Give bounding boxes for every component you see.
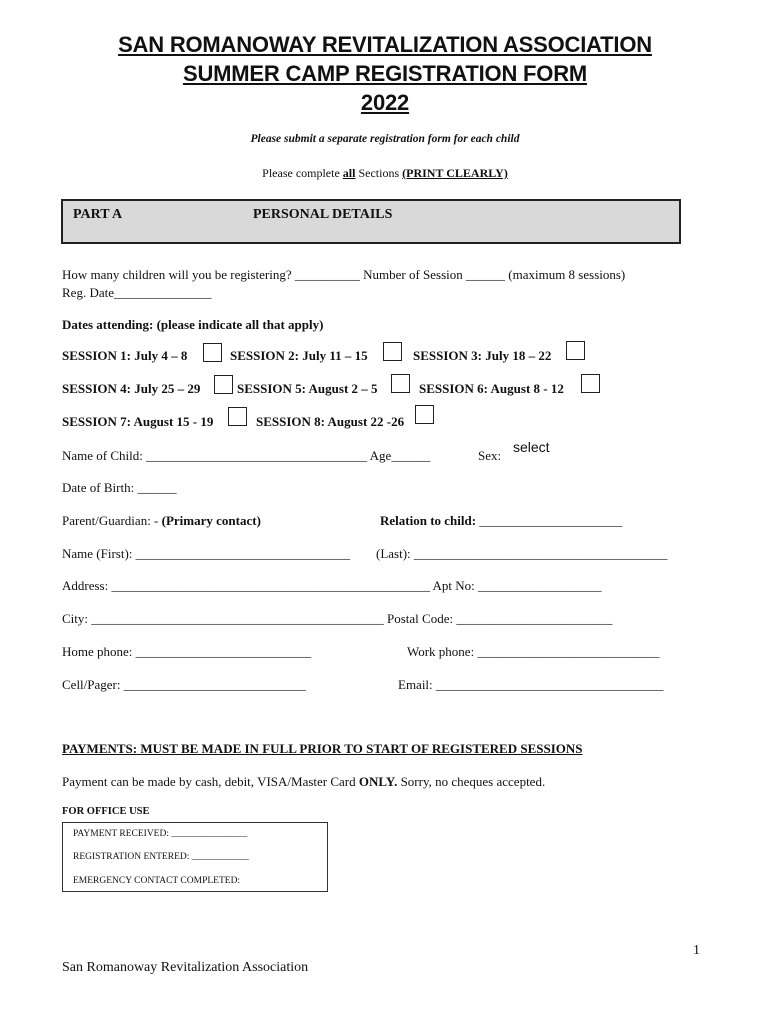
session-6-checkbox[interactable] <box>581 374 600 393</box>
registration-entered-field: REGISTRATION ENTERED: ____________ <box>73 852 249 862</box>
work-phone-field[interactable]: Work phone: ____________________________ <box>407 644 660 659</box>
session-1-checkbox[interactable] <box>203 343 222 362</box>
payments-heading: PAYMENTS: MUST BE MADE IN FULL PRIOR TO START OF REGISTERED SESSIONS <box>62 741 583 756</box>
payment-received-field: PAYMENT RECEIVED: ________________ <box>73 829 248 839</box>
form-title-line1: SAN ROMANOWAY REVITALIZATION ASSOCIATION <box>118 32 652 57</box>
session-7-label: SESSION 7: August 15 - 19 <box>62 414 214 429</box>
session-4-checkbox[interactable] <box>214 375 233 394</box>
date-of-birth-field[interactable]: Date of Birth: ______ <box>62 480 177 495</box>
session-8-label: SESSION 8: August 22 -26 <box>256 414 405 429</box>
session-7-checkbox[interactable] <box>228 407 247 426</box>
name-last-field[interactable]: (Last): _______________________________________ <box>376 546 668 561</box>
children-count-question[interactable]: How many children will you be registering? __________ Number of Session ______ (maximum 8 sessions) <box>62 267 626 282</box>
session-8-checkbox[interactable] <box>415 405 434 424</box>
address-apt-field[interactable]: Address: _________________________________________________ Apt No: ___________________ <box>62 578 602 593</box>
child-name-age-field[interactable]: Name of Child: __________________________________ Age______ <box>62 448 431 463</box>
relation-to-child-field[interactable]: Relation to child: ______________________ <box>380 513 623 528</box>
office-use-heading: FOR OFFICE USE <box>62 806 150 817</box>
footer-org-name: San Romanoway Revitalization Association <box>62 960 309 975</box>
form-title-year: 2022 <box>360 90 410 115</box>
form-title-line2: SUMMER CAMP REGISTRATION FORM <box>182 61 588 86</box>
instruction-complete-all: Please complete all Sections (PRINT CLEARLY) <box>262 166 508 180</box>
reg-date-field[interactable]: Reg. Date_______________ <box>62 285 212 300</box>
session-6-label: SESSION 6: August 8 - 12 <box>419 381 564 396</box>
page-number: 1 <box>693 943 700 958</box>
payments-text: Payment can be made by cash, debit, VISA/Master Card ONLY. Sorry, no cheques accepted. <box>62 774 546 789</box>
home-phone-field[interactable]: Home phone: ___________________________ <box>62 644 312 659</box>
session-1-label: SESSION 1: July 4 – 8 <box>62 348 188 363</box>
personal-details-title: PERSONAL DETAILS <box>253 207 393 222</box>
session-5-checkbox[interactable] <box>391 374 410 393</box>
session-3-checkbox[interactable] <box>566 341 585 360</box>
session-3-label: SESSION 3: July 18 – 22 <box>413 348 552 363</box>
parent-guardian-label: Parent/Guardian: - (Primary contact) <box>62 513 261 528</box>
sex-label: Sex: <box>478 448 502 463</box>
session-5-label: SESSION 5: August 2 – 5 <box>237 381 378 396</box>
part-a-label: PART A <box>73 207 123 222</box>
dates-attending-heading: Dates attending: (please indicate all that apply) <box>62 317 324 332</box>
name-first-field[interactable]: Name (First): _________________________________ <box>62 546 351 561</box>
city-postal-field[interactable]: City: _____________________________________________ Postal Code: ________________________ <box>62 611 613 626</box>
emergency-contact-field: EMERGENCY CONTACT COMPLETED: <box>73 876 241 886</box>
instruction-separate-form: Please submit a separate registration form for each child <box>250 133 520 145</box>
sex-select[interactable]: select <box>513 439 550 455</box>
session-2-label: SESSION 2: July 11 – 15 <box>230 348 368 363</box>
session-2-checkbox[interactable] <box>383 342 402 361</box>
email-field[interactable]: Email: ___________________________________ <box>398 677 664 692</box>
cell-pager-field[interactable]: Cell/Pager: ____________________________ <box>62 677 306 692</box>
session-4-label: SESSION 4: July 25 – 29 <box>62 381 201 396</box>
